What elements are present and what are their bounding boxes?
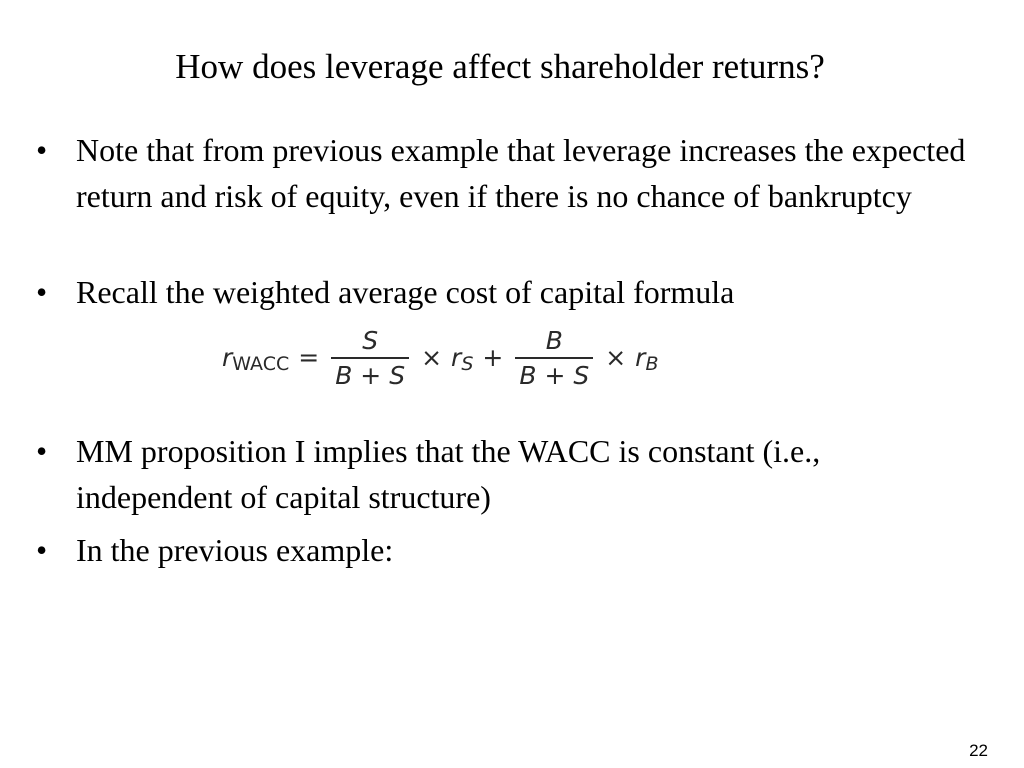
formula-plus: + bbox=[482, 343, 504, 372]
formula-times: × bbox=[605, 343, 627, 372]
bullet-item bbox=[34, 127, 984, 219]
page-number: 22 bbox=[969, 741, 988, 760]
fraction-numerator: B bbox=[545, 325, 563, 355]
formula-fraction-equity bbox=[331, 326, 409, 390]
bullet-icon: • bbox=[36, 274, 48, 310]
formula-rs-sub: S bbox=[461, 352, 474, 375]
bullet-item bbox=[34, 527, 984, 573]
formula-times: × bbox=[421, 343, 443, 372]
formula-lhs-var: r bbox=[222, 343, 233, 372]
formula-equals: = bbox=[298, 343, 320, 372]
fraction-numerator: S bbox=[362, 325, 379, 355]
den-term: S bbox=[389, 360, 406, 390]
bullet-icon: • bbox=[36, 433, 48, 469]
slide-title: How does leverage affect shareholder returns? bbox=[175, 47, 825, 86]
bullet-icon: • bbox=[36, 132, 48, 168]
fraction-denominator bbox=[515, 359, 593, 390]
formula-fraction-debt bbox=[515, 326, 593, 390]
bullet-text: Note that from previous example that leverage increases the expected return and risk of equity, even if there is no chance of bankruptcy bbox=[76, 132, 966, 214]
formula-rb-var: r bbox=[635, 343, 646, 372]
wacc-formula bbox=[222, 320, 659, 395]
formula-rs-var: r bbox=[451, 343, 462, 372]
den-term: S bbox=[573, 360, 590, 390]
bullet-text: MM proposition I implies that the WACC is constant (i.e., independent of capital structure) bbox=[76, 433, 821, 515]
bullet-icon: • bbox=[36, 532, 48, 568]
den-operator: + bbox=[544, 360, 566, 390]
formula-rb-sub: B bbox=[645, 352, 659, 375]
den-operator: + bbox=[360, 360, 382, 390]
fraction-denominator bbox=[331, 359, 409, 390]
bullet-item bbox=[34, 269, 984, 315]
bullet-item bbox=[34, 428, 984, 520]
bullet-text: Recall the weighted average cost of capital formula bbox=[76, 274, 735, 310]
formula-lhs-sub: WACC bbox=[232, 352, 290, 375]
den-term: B bbox=[519, 360, 537, 390]
bullet-text: In the previous example: bbox=[76, 532, 394, 568]
den-term: B bbox=[335, 360, 353, 390]
